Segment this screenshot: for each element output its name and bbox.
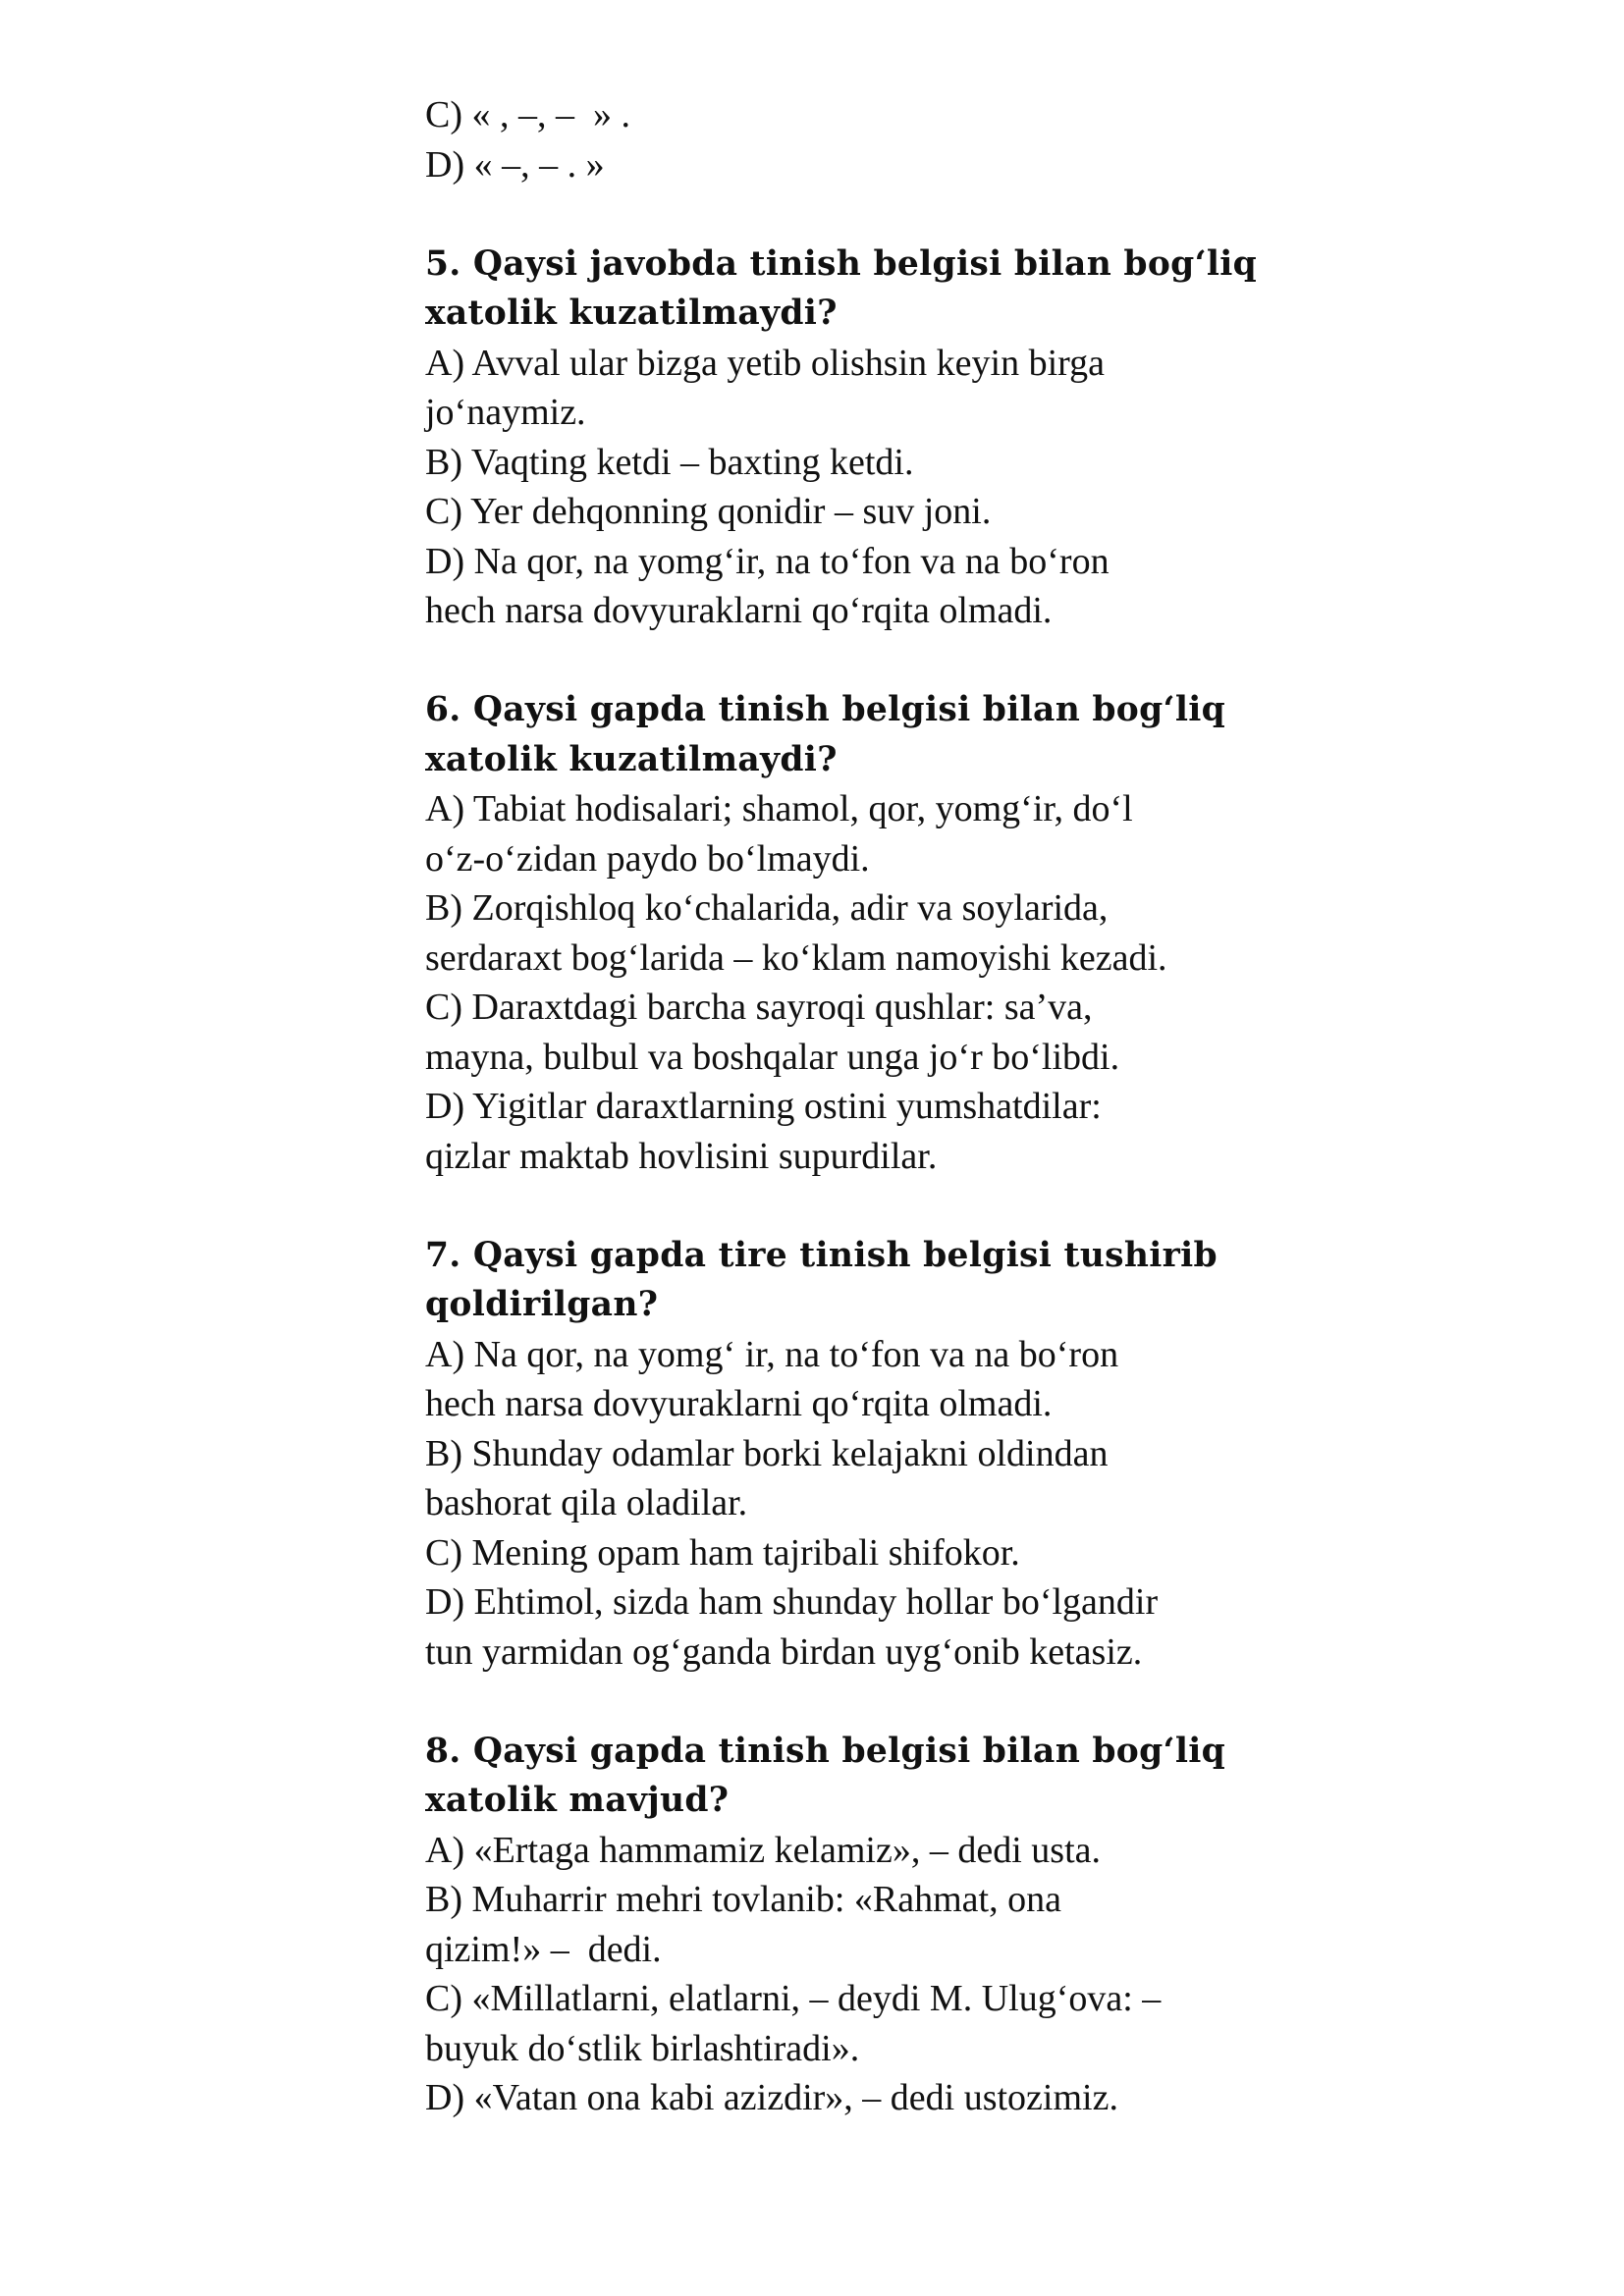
- option-line: C) «Millatlarni, elatlarni, – deydi M. Ulug‘ova: –: [425, 1978, 1162, 2019]
- option-line: buyuk do‘stlik birlashtiradi».: [425, 2027, 860, 2069]
- spacer: [425, 189, 1309, 240]
- option-line: D) Yigitlar daraxtlarning ostini yumshatdilar:: [425, 1086, 1102, 1127]
- question-8: [425, 1727, 1309, 2123]
- question-title: 8. Qaysi gapda tinish belgisi bilan bog‘liq: [425, 1731, 1226, 1771]
- option-line: A) «Ertaga hammamiz kelamiz», – dedi usta.: [425, 1829, 1101, 1871]
- option-line: D) «Vatan ona kabi azizdir», – dedi ustozimiz.: [425, 2077, 1118, 2118]
- option-line: bashorat qila oladilar.: [425, 1482, 748, 1523]
- option-line: D) « –, – . »: [425, 143, 605, 186]
- question-title: 7. Qaysi gapda tire tinish belgisi tushirib: [425, 1235, 1218, 1275]
- option-line: o‘z-o‘zidan paydo bo‘lmaydi.: [425, 837, 870, 880]
- spacer: [425, 636, 1309, 686]
- option-line: B) Muharrir mehri tovlanib: «Rahmat, ona: [425, 1879, 1061, 1920]
- spacer: [425, 1181, 1309, 1231]
- option-line: B) Zorqishloq ko‘chalarida, adir va soylarida,: [425, 887, 1109, 929]
- option-line: C) Mening opam ham tajribali shifokor.: [425, 1531, 1020, 1574]
- option-line: qizim!» – dedi.: [425, 1928, 662, 1970]
- option-line: C) Daraxtdagi barcha sayroqi qushlar: sa’va,: [425, 987, 1093, 1028]
- option-line: qizlar maktab hovlisini supurdilar.: [425, 1135, 938, 1177]
- question-title: 6. Qaysi gapda tinish belgisi bilan bog‘liq: [425, 690, 1226, 729]
- option-line: jo‘naymiz.: [425, 392, 586, 433]
- question-title: 5. Qaysi javobda tinish belgisi bilan bog‘liq: [425, 243, 1258, 284]
- question-6: [425, 685, 1309, 1181]
- option-line: tun yarmidan og‘ganda birdan uyg‘onib ketasiz.: [425, 1630, 1143, 1673]
- leading-options: [425, 90, 1309, 189]
- option-line: B) Shunday odamlar borki kelajakni oldindan: [425, 1432, 1109, 1474]
- question-title: xatolik kuzatilmaydi?: [425, 739, 838, 779]
- question-title: xatolik mavjud?: [425, 1781, 730, 1820]
- option-line: C) Yer dehqonning qonidir – suv joni.: [425, 491, 992, 532]
- question-7: [425, 1231, 1309, 1678]
- option-line: A) Na qor, na yomg‘ ir, na to‘fon va na bo‘ron: [425, 1333, 1119, 1375]
- option-line: B) Vaqting ketdi – baxting ketdi.: [425, 441, 914, 483]
- option-line: C) « , –, – » .: [425, 94, 630, 135]
- option-line: D) Ehtimol, sizda ham shunday hollar bo‘lgandir: [425, 1581, 1159, 1623]
- option-line: A) Avval ular bizga yetib olishsin keyin birga: [425, 342, 1105, 384]
- question-title: qoldirilgan?: [425, 1285, 659, 1324]
- spacer: [425, 1677, 1309, 1727]
- option-line: hech narsa dovyuraklarni qo‘rqita olmadi.: [425, 590, 1053, 631]
- option-line: mayna, bulbul va boshqalar unga jo‘r bo‘libdi.: [425, 1036, 1120, 1078]
- option-line: serdaraxt bog‘larida – ko‘klam namoyishi kezadi.: [425, 936, 1167, 979]
- question-5: [425, 240, 1309, 636]
- option-line: A) Tabiat hodisalari; shamol, qor, yomg‘ir, do‘l: [425, 788, 1133, 829]
- document-page: [425, 90, 1309, 2123]
- option-line: D) Na qor, na yomg‘ir, na to‘fon va na bo‘ron: [425, 540, 1110, 582]
- option-line: hech narsa dovyuraklarni qo‘rqita olmadi.: [425, 1383, 1053, 1424]
- question-title: xatolik kuzatilmaydi?: [425, 294, 838, 333]
